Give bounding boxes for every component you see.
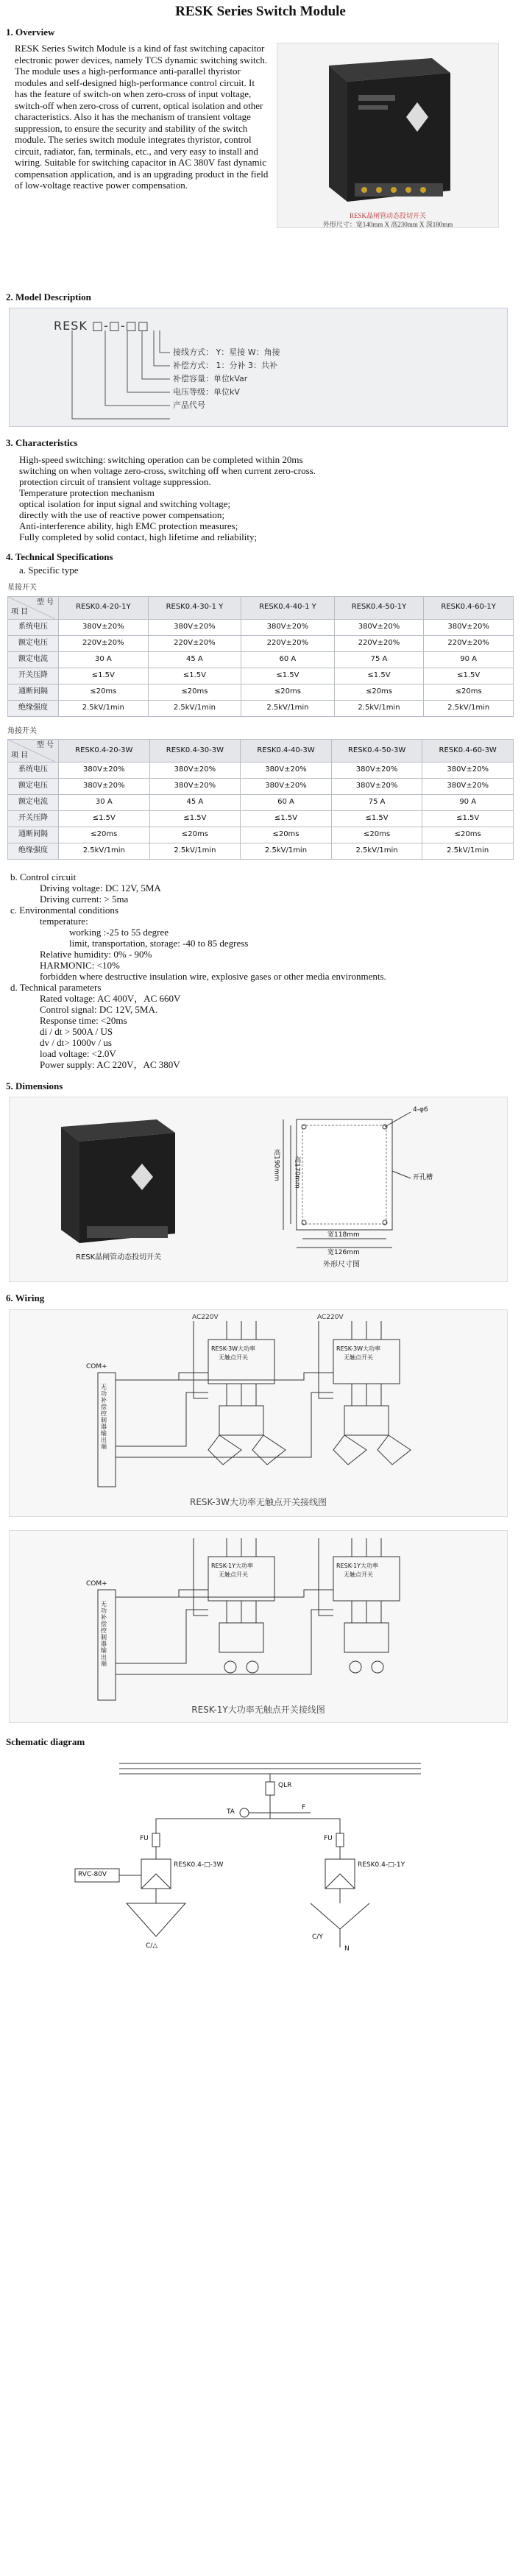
- model-line-voltage: 电压等级：单位kV: [173, 387, 240, 397]
- wire-label: AC220V: [317, 1313, 344, 1321]
- row-header: 绝缘强度: [8, 700, 59, 716]
- row-header: 系统电压: [8, 619, 59, 635]
- table-row: [8, 668, 514, 684]
- table-corner: [8, 596, 59, 619]
- tech-list-item: HARMONIC: <10%: [40, 960, 120, 971]
- page-title: RESK Series Switch Module: [175, 4, 346, 19]
- model-description-diagram: [9, 308, 508, 427]
- wiring-caption-1y: RESK-1Y大功率无触点开关接线图: [191, 1704, 325, 1715]
- model-line-product-code: 产品代号: [173, 400, 205, 411]
- table-cell: 380V±20%: [148, 619, 241, 635]
- model-header: RESK0.4-50-1Y: [334, 596, 424, 619]
- model-line-compensation: 补偿方式： 1：分补 3：共补: [173, 361, 277, 371]
- sch-c-y: C/Y: [312, 1933, 323, 1941]
- model-header: RESK0.4-30-3W: [149, 740, 241, 762]
- table-row: [8, 843, 514, 860]
- table-cell: 380V±20%: [149, 779, 241, 795]
- table-cell: 75 A: [331, 795, 422, 811]
- tech-list-item: Driving current: > 5ma: [40, 894, 129, 905]
- sch-n: N: [344, 1945, 350, 1953]
- table-cell: ≤20ms: [148, 684, 241, 700]
- sch-sw1: RESK0.4-□-3W: [174, 1861, 224, 1869]
- table-cell: 90 A: [424, 651, 514, 668]
- overview-text: RESK Series Switch Module is a kind of fast switching capacitor electronic power devices, namely TCS dynamic switching switch. The module uses a high-performance anti-parallel thyristor modules and self-designed high-performance control circuit. It has the feature of switch-on when zero-cross of input voltage, switch-off when zero-cross of current, optical isolation and other characteristics. Also it has the mechanism of transient voltage suppression, to ensure the security and stability of the switch module. The series switch module integrates thyristor, control circuit, radiator, fan, terminals, etc., and very easy to install and wiring. Suitable for switching capacitor in AC 380V fast dynamic compensation application, and is an upgrading product in the field of low-voltage reactive power compensation.: [15, 43, 269, 191]
- row-header: 额定电流: [8, 651, 59, 668]
- characteristic-item: High-speed switching: switching operation can be completed within 20ms: [19, 453, 303, 465]
- table-cell: 2.5kV/1min: [148, 700, 241, 716]
- sch-c-delta: C/△: [146, 1942, 158, 1950]
- table-cell: 2.5kV/1min: [241, 843, 332, 860]
- table-cell: 30 A: [59, 651, 149, 668]
- section-characteristics-heading: 3. Characteristics: [6, 437, 78, 449]
- dim-w-inner: 宽118mm: [327, 1231, 360, 1239]
- table-row: [8, 779, 514, 795]
- tech-list-item: Rated voltage: AC 400V，AC 660V: [40, 993, 181, 1004]
- com-plus-1y: COM+: [86, 1579, 107, 1588]
- module-label-1y-2: RESK-1Y大功率: [336, 1562, 378, 1569]
- product-photo: [277, 43, 499, 228]
- model-header: RESK0.4-20-1Y: [59, 596, 149, 619]
- table-row: [8, 827, 514, 843]
- module-sub-1y: 无触点开关: [219, 1571, 248, 1578]
- dim-h-inner: 高170mm: [293, 1156, 301, 1189]
- model-code: RESK □-□-□□: [54, 319, 149, 333]
- table-cell: ≤1.5V: [241, 668, 335, 684]
- tech-sub-a: a. Specific type: [19, 564, 79, 576]
- wire-label: AC220V: [192, 1313, 219, 1321]
- table-cell: ≤20ms: [334, 684, 424, 700]
- table-cell: 380V±20%: [149, 762, 241, 779]
- table-cell: 380V±20%: [241, 779, 332, 795]
- row-header: 开关压降: [8, 811, 59, 827]
- dimensions-panel: [9, 1097, 508, 1282]
- product-photo-caption: RESK晶闸管动态投切开关: [349, 211, 426, 219]
- table-cell: ≤1.5V: [334, 668, 424, 684]
- table-cell: ≤1.5V: [59, 811, 150, 827]
- table-cell: ≤1.5V: [424, 668, 514, 684]
- schematic-diagram: [9, 1752, 506, 1958]
- module-sub-1y-2: 无触点开关: [344, 1571, 373, 1578]
- controller-label-1y: 无功补偿控制器输出端: [101, 1600, 107, 1667]
- sch-fu1: FU: [140, 1834, 149, 1842]
- table-cell: ≤20ms: [422, 827, 514, 843]
- table-cell: 380V±20%: [334, 619, 424, 635]
- table-cell: 2.5kV/1min: [241, 700, 335, 716]
- model-line-wiring: 接线方式： Y：星接 W：角接: [173, 347, 280, 358]
- table-cell: 380V±20%: [241, 619, 335, 635]
- corner-top: 型 号: [36, 741, 54, 749]
- dim-drawing-caption: 外形尺寸图: [323, 1261, 360, 1270]
- tech-list-item: Control signal: DC 12V, 5MA.: [40, 1004, 158, 1015]
- table-cell: 2.5kV/1min: [331, 843, 422, 860]
- tech-list-item: Relative humidity: 0% - 90%: [40, 949, 152, 960]
- table-body: [8, 762, 514, 860]
- tech-list-item: temperature:: [40, 916, 88, 927]
- sch-ta: TA: [227, 1808, 235, 1816]
- overview-section: [7, 43, 514, 286]
- table-cell: 90 A: [422, 795, 514, 811]
- model-header: RESK0.4-60-3W: [422, 740, 514, 762]
- table-cell: ≤20ms: [241, 827, 332, 843]
- row-header: 额定电压: [8, 635, 59, 651]
- table-row: [8, 635, 514, 651]
- tech-list-item: Driving voltage: DC 12V, 5MA: [40, 882, 161, 894]
- table-cell: 2.5kV/1min: [59, 843, 150, 860]
- table-cell: ≤20ms: [331, 827, 422, 843]
- characteristics-list: [19, 454, 521, 542]
- table-row: [8, 811, 514, 827]
- section-dimensions-heading: 5. Dimensions: [6, 1080, 63, 1091]
- sch-sw2: RESK0.4-□-1Y: [358, 1861, 405, 1869]
- table-cell: 380V±20%: [331, 779, 422, 795]
- table-cell: ≤20ms: [59, 684, 149, 700]
- tech-list-item: limit, transportation, storage: -40 to 85 degress: [69, 938, 249, 949]
- table-cell: ≤1.5V: [422, 811, 514, 827]
- module-label-3w: RESK-3W大功率: [211, 1345, 255, 1352]
- tech-list-item: b. Control circuit: [10, 871, 77, 882]
- table-row: [8, 619, 514, 635]
- corner-bottom: 项 目: [11, 751, 29, 760]
- row-header: 开关压降: [8, 668, 59, 684]
- dim-h-outer: 高190mm: [272, 1149, 280, 1181]
- table-cell: 2.5kV/1min: [334, 700, 424, 716]
- tech-list-item: d. Technical parameters: [10, 982, 102, 993]
- table-cell: 220V±20%: [334, 635, 424, 651]
- row-header: 系统电压: [8, 762, 59, 779]
- table-row: [8, 795, 514, 811]
- spec-table-delta: [7, 739, 514, 860]
- table-cell: 2.5kV/1min: [59, 700, 149, 716]
- section-tech-heading: 4. Technical Specifications: [6, 551, 113, 562]
- table-cell: 380V±20%: [59, 619, 149, 635]
- table-cell: ≤1.5V: [149, 811, 241, 827]
- table-cell: 380V±20%: [424, 619, 514, 635]
- table-body: [8, 619, 514, 716]
- characteristic-item: Fully completed by solid contact, high lifetime and reliability;: [19, 531, 258, 542]
- table-cell: ≤20ms: [59, 827, 150, 843]
- model-header: RESK0.4-50-3W: [331, 740, 422, 762]
- characteristic-item: directly with the use of reactive power compensation;: [19, 509, 225, 520]
- tech-list-item: di / dt > 500A / US: [40, 1026, 113, 1037]
- module-sub-3w-2: 无触点开关: [344, 1354, 373, 1361]
- row-header: 通断间隔: [8, 684, 59, 700]
- tech-list-item: forbidden where destructive insulation wire, explosive gases or other media environments.: [40, 971, 386, 982]
- table-cell: ≤1.5V: [241, 811, 332, 827]
- corner-bottom: 项 目: [11, 608, 29, 616]
- model-header: RESK0.4-60-1Y: [424, 596, 514, 619]
- table-cell: ≤20ms: [241, 684, 335, 700]
- table-cell: 60 A: [241, 795, 332, 811]
- product-photo-drawing: [277, 43, 498, 227]
- row-header: 额定电压: [8, 779, 59, 795]
- characteristic-item: Anti-interference ability, high EMC protection measures;: [19, 520, 238, 531]
- section-overview-heading: 1. Overview: [6, 26, 55, 38]
- wiring-diagram-3w: [9, 1309, 508, 1517]
- sch-qlr: QLR: [278, 1781, 292, 1789]
- table-cell: 220V±20%: [148, 635, 241, 651]
- section-wiring-heading: 6. Wiring: [6, 1292, 45, 1304]
- section-model-heading: 2. Model Description: [6, 291, 91, 302]
- table-cell: 2.5kV/1min: [422, 843, 514, 860]
- table-cell: 45 A: [148, 651, 241, 668]
- tech-list-item: c. Environmental conditions: [10, 905, 118, 916]
- section-schematic-heading: Schematic diagram: [6, 1735, 85, 1747]
- characteristic-item: switching on when voltage zero-cross, switching off when current zero-cross.: [19, 464, 316, 476]
- table-row: [8, 762, 514, 779]
- table-cell: 380V±20%: [331, 762, 422, 779]
- schematic-drawing: [9, 1752, 506, 1958]
- tech-list-item: Power supply: AC 220V，AC 380V: [40, 1059, 180, 1070]
- table-cell: 75 A: [334, 651, 424, 668]
- characteristic-item: optical isolation for input signal and switching voltage;: [19, 498, 231, 509]
- model-header: RESK0.4-40-1 Y: [241, 596, 335, 619]
- table-cell: 380V±20%: [422, 779, 514, 795]
- table-cell: 380V±20%: [59, 779, 150, 795]
- table-cell: 220V±20%: [59, 635, 149, 651]
- table-cell: 380V±20%: [422, 762, 514, 779]
- dim-photo-caption: RESK晶闸管动态投切开关: [76, 1253, 162, 1262]
- tech-list-item: load voltage: <2.0V: [40, 1048, 116, 1059]
- module-label-1y: RESK-1Y大功率: [211, 1562, 253, 1569]
- model-header: RESK0.4-30-1 Y: [148, 596, 241, 619]
- dim-hole-label: 4-φ6: [413, 1106, 428, 1114]
- wiring-caption-3w: RESK-3W大功率无触点开关接线图: [190, 1496, 327, 1507]
- table-cell: ≤1.5V: [59, 668, 149, 684]
- row-header: 额定电流: [8, 795, 59, 811]
- row-header: 绝缘强度: [8, 843, 59, 860]
- table-row: [8, 684, 514, 700]
- model-header: RESK0.4-40-3W: [241, 740, 332, 762]
- table-cell: 380V±20%: [241, 762, 332, 779]
- table-cell: ≤1.5V: [148, 668, 241, 684]
- wiring-3w-drawing: [10, 1310, 507, 1516]
- table-cell: 220V±20%: [424, 635, 514, 651]
- characteristic-item: Temperature protection mechanism: [19, 486, 155, 498]
- tech-list: [10, 871, 521, 1070]
- tech-list-item: Response time: <20ms: [40, 1015, 127, 1026]
- dim-w-outer: 宽126mm: [327, 1249, 360, 1257]
- model-line-capacity: 补偿容量：单位kVar: [173, 374, 248, 384]
- sch-rvc: RVC-80V: [78, 1870, 107, 1878]
- table-cell: 220V±20%: [241, 635, 335, 651]
- corner-top: 型 号: [36, 598, 54, 606]
- com-plus-3w: COM+: [86, 1362, 107, 1370]
- wiring-1y-drawing: [10, 1531, 507, 1722]
- table-cell: 60 A: [241, 651, 335, 668]
- controller-label-3w: 无功补偿控制器输出端: [101, 1383, 107, 1450]
- table-row: [8, 700, 514, 716]
- module-label-3w-2: RESK-3W大功率: [336, 1345, 380, 1352]
- sch-fu2: FU: [324, 1834, 333, 1842]
- row-header: 通断间隔: [8, 827, 59, 843]
- table-cell: 380V±20%: [59, 762, 150, 779]
- table-cell: 30 A: [59, 795, 150, 811]
- table-delta-label: 角接开关: [7, 726, 37, 735]
- model-header: RESK0.4-20-3W: [59, 740, 150, 762]
- characteristic-item: protection circuit of transient voltage suppression.: [19, 475, 211, 487]
- tech-list-item: dv / dt> 1000v / us: [40, 1037, 112, 1048]
- dim-fan-label: 开孔槽: [413, 1174, 433, 1182]
- table-cell: 2.5kV/1min: [424, 700, 514, 716]
- wiring-diagram-1y: [9, 1530, 508, 1723]
- table-cell: 2.5kV/1min: [149, 843, 241, 860]
- table-cell: ≤1.5V: [331, 811, 422, 827]
- sch-f: F: [302, 1803, 306, 1811]
- table-cell: 45 A: [149, 795, 241, 811]
- table-star-label: 星接开关: [7, 584, 37, 592]
- table-cell: ≤20ms: [149, 827, 241, 843]
- module-sub-3w: 无触点开关: [219, 1354, 248, 1361]
- spec-table-star: [7, 596, 514, 717]
- table-row: [8, 651, 514, 668]
- table-corner: [8, 740, 59, 762]
- product-photo-size: 外形尺寸：宽140mm X 高230mm X 深180mm: [322, 220, 453, 228]
- table-cell: ≤20ms: [424, 684, 514, 700]
- tech-list-item: working :-25 to 55 degree: [69, 927, 169, 938]
